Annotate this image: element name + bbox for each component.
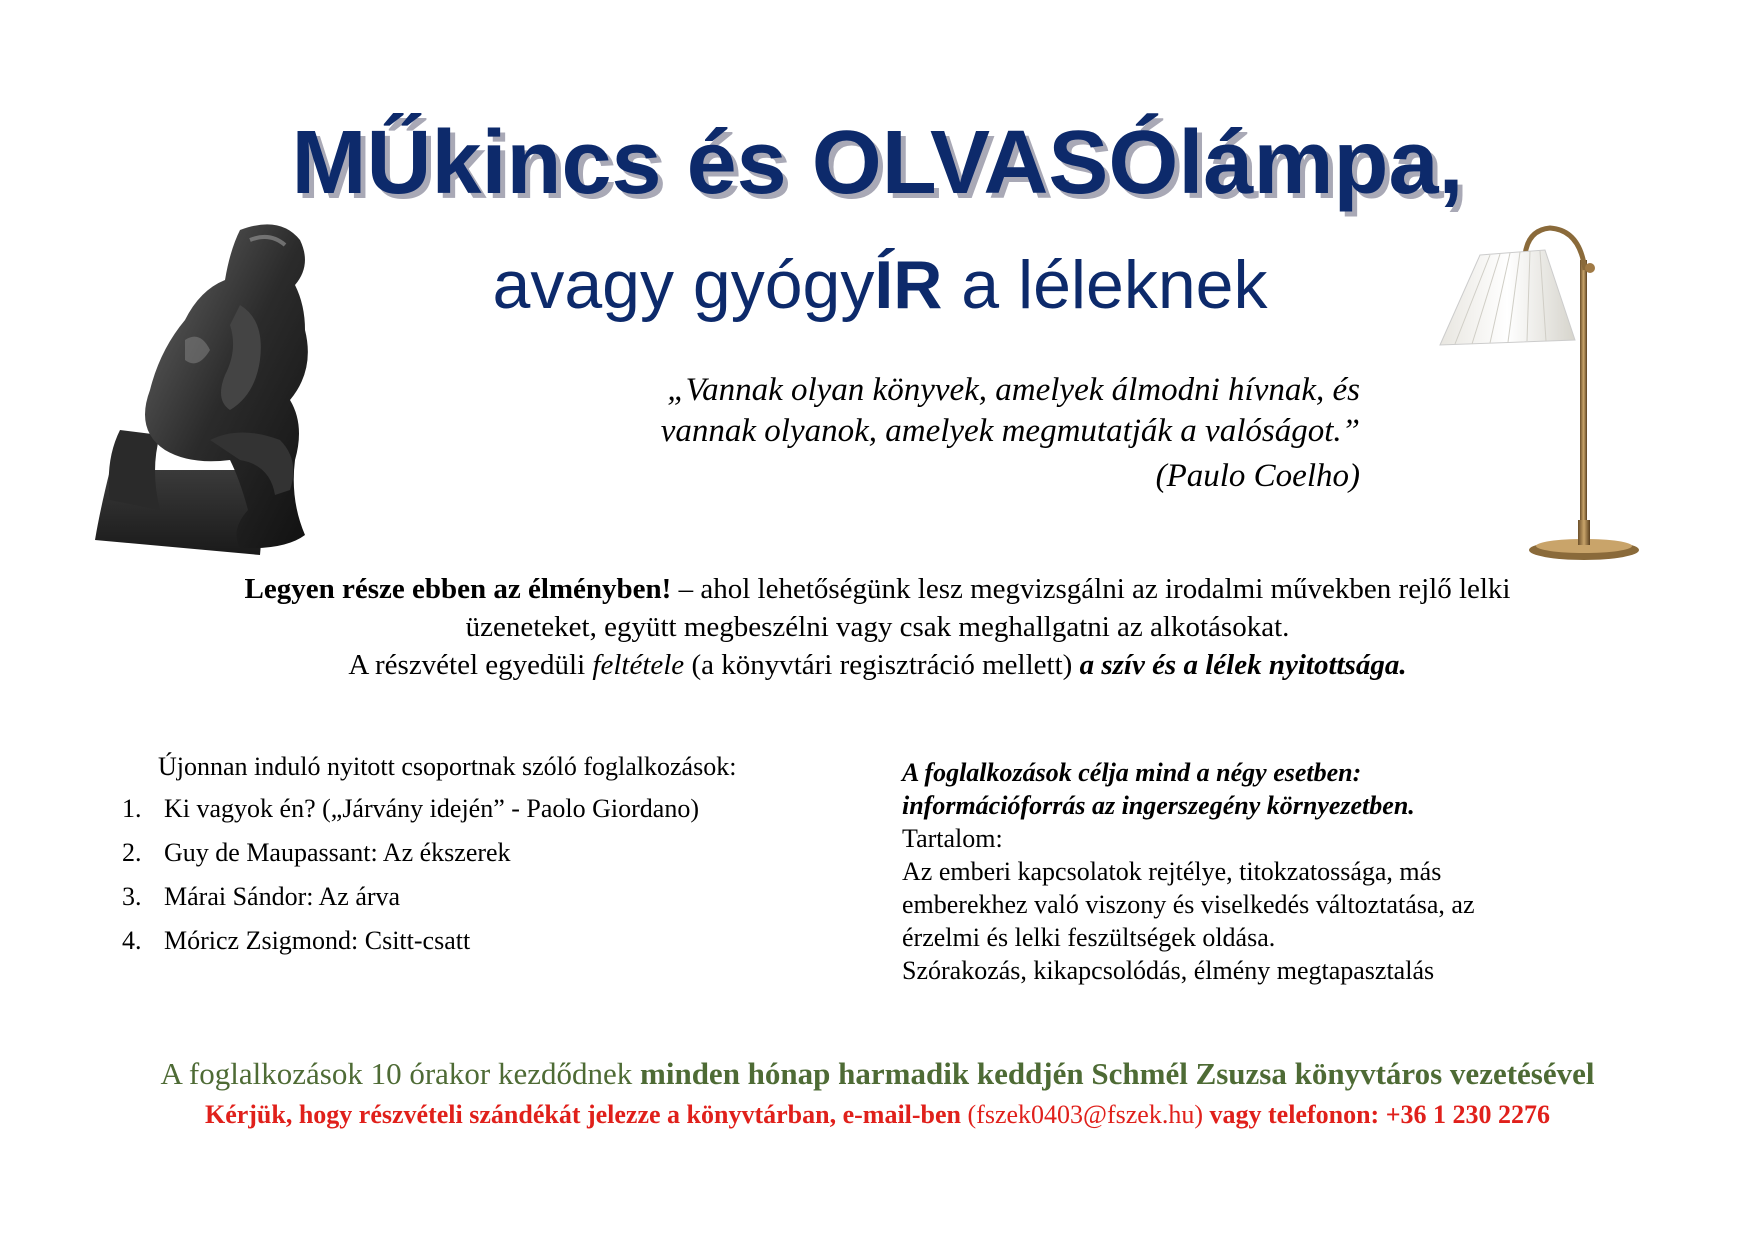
list-item <box>122 882 699 926</box>
intro-bold: Legyen része ebben az élményben! <box>244 573 672 605</box>
subtitle-part2: ÍR <box>874 247 943 323</box>
goal-line-3: érzelmi és lelki feszültségek oldása. <box>902 923 1276 952</box>
intro-italic: feltétele <box>592 649 685 681</box>
intro-paragraph <box>60 570 1695 684</box>
quote-line-2: vannak olyanok, amelyek megmutatják a valóságot.” <box>660 413 1360 449</box>
goal-line-4: Szórakozás, kikapcsolódás, élmény megtapasztalás <box>902 956 1435 985</box>
list-item <box>122 838 699 882</box>
intro-line-3a: A részvétel egyedüli <box>348 649 593 681</box>
session-list-intro: Újonnan induló nyitott csoportnak szóló foglalkozások: <box>158 752 737 781</box>
intro-line-3b: (a könyvtári regisztráció mellett) <box>684 649 1080 681</box>
thinker-statue-image <box>90 210 380 560</box>
goal-label: Tartalom: <box>902 824 1003 853</box>
goal-line-2: emberekhez való viszony és viselkedés változtatása, az <box>902 890 1475 919</box>
intro-line-3 <box>60 646 1695 684</box>
footer-contact-bold-2: vagy telefonon: +36 1 230 2276 <box>1203 1100 1551 1129</box>
session-list <box>122 794 699 970</box>
page-subtitle <box>380 246 1380 324</box>
quote-author: (Paulo Coelho) <box>1155 458 1360 494</box>
list-item <box>122 794 699 838</box>
goal-title-1: A foglalkozások célja mind a négy esetben: <box>902 758 1362 787</box>
intro-rest: – ahol lehetőségünk lesz megvizsgálni az irodalmi művekben rejlő lelki <box>671 573 1511 605</box>
list-text: Móricz Zsigmond: Csitt-csatt <box>164 926 471 955</box>
reading-lamp-image <box>1400 220 1640 570</box>
list-text: Ki vagyok én? („Járvány idején” - Paolo Giordano) <box>164 794 699 823</box>
quote <box>480 370 1360 452</box>
quote-line-1: „Vannak olyan könyvek, amelyek álmodni hívnak, és <box>667 372 1360 408</box>
subtitle-part3: a léleknek <box>942 247 1268 323</box>
list-item <box>122 926 699 970</box>
footer-schedule <box>0 1056 1755 1092</box>
list-number: 3. <box>122 882 142 911</box>
intro-line-2: üzeneteket, együtt megbeszélni vagy csak meghallgatni az alkotásokat. <box>465 611 1290 643</box>
list-text: Márai Sándor: Az árva <box>164 882 401 911</box>
list-number: 1. <box>122 794 142 823</box>
subtitle-part1: avagy gyógy <box>492 247 875 323</box>
footer-schedule-normal: A foglalkozások 10 órakor kezdődnek <box>160 1056 641 1091</box>
footer-contact-bold-1: Kérjük, hogy részvételi szándékát jelezze a könyvtárban, e-mail-ben <box>204 1100 968 1129</box>
goal-title-2: információforrás az ingerszegény környezetben. <box>902 791 1415 820</box>
footer-contact <box>0 1100 1755 1130</box>
list-text: Guy de Maupassant: Az ékszerek <box>164 838 511 867</box>
list-number: 4. <box>122 926 142 955</box>
footer-email: (fszek0403@fszek.hu) <box>967 1100 1203 1129</box>
intro-line-1 <box>60 570 1695 608</box>
goal-block <box>902 756 1682 987</box>
goal-line-1: Az emberi kapcsolatok rejtélye, titokzatossága, más <box>902 857 1442 886</box>
page-title: MŰkincs és OLVASÓlámpa, <box>291 113 1464 213</box>
intro-bold-italic: a szív és a lélek nyitottsága. <box>1079 649 1407 681</box>
footer-schedule-bold: minden hónap harmadik keddjén Schmél Zsuzsa könyvtáros vezetésével <box>640 1056 1595 1091</box>
list-number: 2. <box>122 838 142 867</box>
